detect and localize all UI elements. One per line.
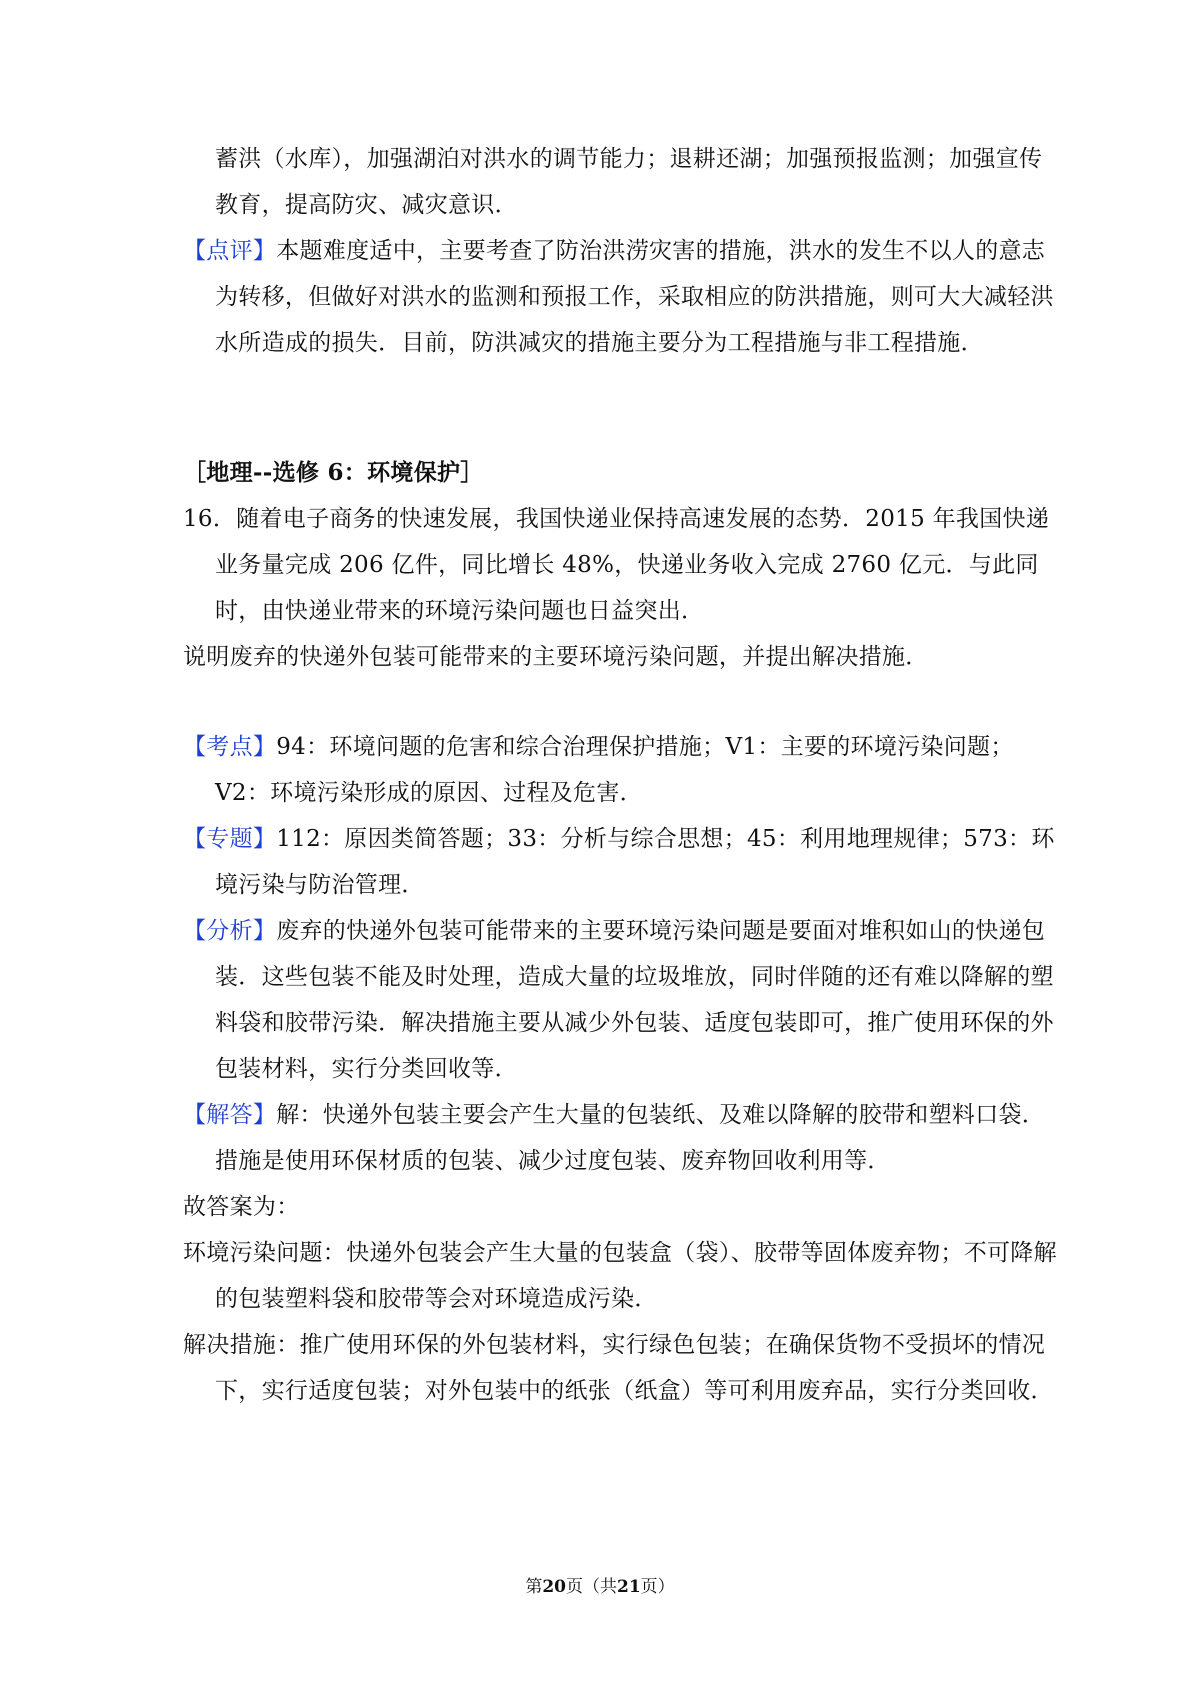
answer-intro: 故答案为： [183, 1194, 300, 1220]
footer-total-pages: 21 [617, 1577, 641, 1597]
review-tag: 【点评】 [183, 238, 277, 264]
answer-measures: 解决措施：推广使用环保的外包装材料，实行绿色包装；在确保货物不受损坏的情况下，实行适度包装；对外包装中的纸张（纸盒）等可利用废弃品，实行分类回收． [183, 1332, 1054, 1404]
fenxi-tag: 【分析】 [183, 918, 277, 944]
footer-prefix: 第 [525, 1577, 543, 1597]
footer-suffix: 页） [640, 1577, 675, 1597]
footer-page-number: 20 [542, 1577, 566, 1597]
continued-answer [183, 136, 1057, 228]
jieda-text: 解：快递外包装主要会产生大量的包装纸、及难以降解的胶带和塑料口袋．措施是使用环保材质的包装、减少过度包装、废弃物回收利用等． [215, 1102, 1046, 1174]
zhuanti-text: 112：原因类简答题；33：分析与综合思想；45：利用地理规律；573：环境污染与防治管理． [215, 826, 1055, 898]
fenxi-text: 废弃的快递外包装可能带来的主要环境污染问题是要面对堆积如山的快递包装．这些包装不能及时处理，造成大量的垃圾堆放，同时伴随的还有难以降解的塑料袋和胶带污染．解决措施主要从减少外包装、适度包装即可，推广使用环保的外包装材料，实行分类回收等． [215, 918, 1054, 1082]
question-paragraph [183, 496, 1057, 634]
question-text: 随着电子商务的快速发展，我国快递业保持高速发展的态势．2015 年我国快递业务量完成 206 亿件，同比增长 48%，快递业务收入完成 2760 亿元．与此同时，由快递业带来的环境污染问题也日益突出． [215, 506, 1050, 624]
answer-problem: 环境污染问题：快递外包装会产生大量的包装盒（袋）、胶带等固体废弃物；不可降解的包装塑料袋和胶带等会对环境造成污染． [183, 1240, 1057, 1312]
page-footer [0, 1572, 1200, 1597]
jieda-paragraph [183, 1092, 1057, 1184]
kaodian-text: 94：环境问题的危害和综合治理保护措施；V1：主要的环境污染问题；V2：环境污染形成的原因、过程及危害． [215, 734, 1014, 806]
kaodian-tag: 【考点】 [183, 734, 277, 760]
review-paragraph [183, 228, 1057, 366]
section-header: ［地理--选修 6：环境保护］ [183, 459, 484, 486]
question-prompt: 说明废弃的快递外包装可能带来的主要环境污染问题，并提出解决措施． [183, 644, 929, 670]
kaodian-paragraph [183, 724, 1057, 816]
fenxi-paragraph [183, 908, 1057, 1092]
footer-middle: 页（共 [566, 1577, 617, 1597]
jieda-tag: 【解答】 [183, 1102, 277, 1128]
question-number: 16． [183, 506, 237, 532]
zhuanti-paragraph [183, 816, 1057, 908]
continued-answer-text: 蓄洪（水库），加强湖泊对洪水的调节能力；退耕还湖；加强预报监测；加强宣传教育，提高防灾、减灾意识． [215, 146, 1043, 218]
zhuanti-tag: 【专题】 [183, 826, 277, 852]
review-text: 本题难度适中，主要考查了防治洪涝灾害的措施，洪水的发生不以人的意志为转移，但做好对洪水的监测和预报工作，采取相应的防洪措施，则可大大减轻洪水所造成的损失．目前，防洪减灾的措施主要分为工程措施与非工程措施． [215, 238, 1054, 356]
